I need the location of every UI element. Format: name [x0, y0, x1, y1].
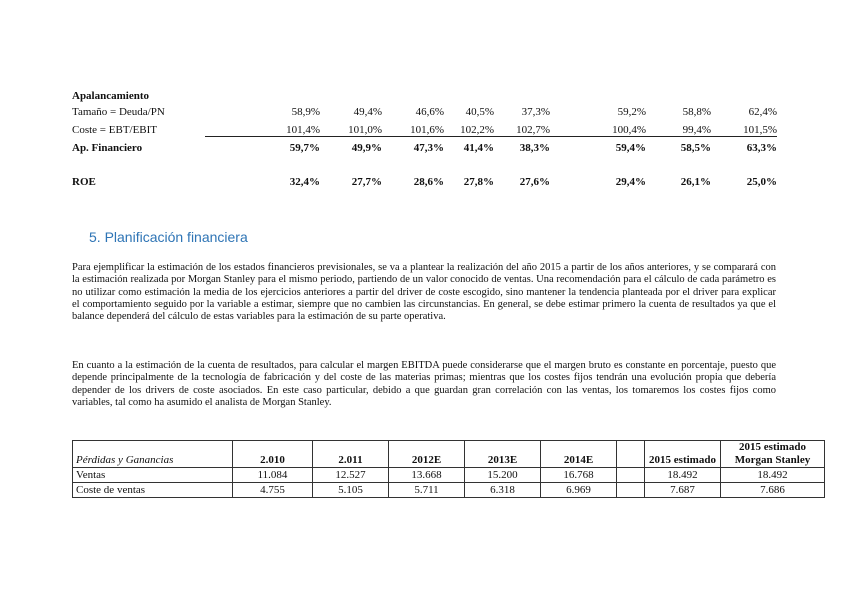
pyg-cell: 7.687	[645, 483, 721, 498]
pyg-header-row	[73, 441, 825, 468]
paragraph-2: En cuanto a la estimación de la cuenta de resultados, para calcular el margen EBITDA puede considerarse que el margen bruto es constante en porcentaje, puesto que depende principalmente de la tecnología de fabricación y del coste de las materias primas; mientras que los costes fijos tendrán una evolución propia que debería depender de los drivers de coste asociados. En este caso particular, debido a que guardan gran correlación con las ventas, los tomaremos los costes fijos como variables, tal como ha asumido el analista de Morgan Stanley.	[72, 360, 776, 408]
leverage-value: 49,4%	[353, 106, 382, 118]
pyg-cell	[617, 483, 645, 498]
leverage-value: 26,1%	[680, 176, 711, 188]
pyg-header-col: 2013E	[465, 441, 541, 468]
leverage-value: 59,2%	[617, 106, 646, 118]
pyg-cell: 15.200	[465, 468, 541, 483]
pyg-header-col: 2014E	[541, 441, 617, 468]
leverage-value: 62,4%	[748, 106, 777, 118]
pyg-row-label: Coste de ventas	[73, 483, 233, 498]
leverage-value: 99,4%	[682, 124, 711, 136]
leverage-value: 102,7%	[516, 124, 550, 136]
leverage-value: 59,7%	[289, 142, 320, 154]
leverage-value: 63,3%	[746, 142, 777, 154]
leverage-value: 27,6%	[519, 176, 550, 188]
pyg-header-col: 2.011	[313, 441, 389, 468]
leverage-value: 58,9%	[291, 106, 320, 118]
pyg-cell: 16.768	[541, 468, 617, 483]
leverage-value: 49,9%	[351, 142, 382, 154]
pyg-cell: 6.969	[541, 483, 617, 498]
leverage-value: 101,5%	[743, 124, 777, 136]
pyg-header-col: 2015 estimado Morgan Stanley	[721, 441, 825, 468]
leverage-title: Apalancamiento	[72, 90, 149, 102]
leverage-value: 28,6%	[413, 176, 444, 188]
leverage-value: 47,3%	[413, 142, 444, 154]
pyg-cell: 5.105	[313, 483, 389, 498]
leverage-value: 101,0%	[348, 124, 382, 136]
pyg-header-spacer	[617, 441, 645, 468]
pyg-cell: 18.492	[645, 468, 721, 483]
leverage-value: 58,8%	[682, 106, 711, 118]
leverage-value: 38,3%	[519, 142, 550, 154]
leverage-value: 101,6%	[410, 124, 444, 136]
leverage-value: 58,5%	[680, 142, 711, 154]
leverage-value: 37,3%	[521, 106, 550, 118]
leverage-value: 40,5%	[465, 106, 494, 118]
pyg-row-label: Ventas	[73, 468, 233, 483]
pyg-cell: 18.492	[721, 468, 825, 483]
leverage-value: 27,8%	[463, 176, 494, 188]
pyg-header-label: Pérdidas y Ganancias	[73, 441, 233, 468]
pyg-cell	[617, 468, 645, 483]
leverage-value: 41,4%	[463, 142, 494, 154]
pyg-cell: 11.084	[233, 468, 313, 483]
pyg-cell: 13.668	[389, 468, 465, 483]
pyg-cell: 6.318	[465, 483, 541, 498]
pyg-cell: 12.527	[313, 468, 389, 483]
pyg-row	[73, 468, 825, 483]
leverage-value: 27,7%	[351, 176, 382, 188]
pyg-header-col: 2015 estimado	[645, 441, 721, 468]
leverage-value: 29,4%	[615, 176, 646, 188]
leverage-row-label: ROE	[72, 176, 96, 188]
paragraph-1: Para ejemplificar la estimación de los estados financieros previsionales, se va a plantear la realización del año 2015 a partir de los años anteriores, y se comparará con la estimación realizada por Morgan Stanley para el mismo periodo, partiendo de un valor conocido de ventas. Una recomendación para el cálculo de cada parámetro es no utilizar como estimación la media de los ejercicios anteriores a partir del driver de coste escogido, sino mantener la tendencia planteada por el driver para explicar el comportamiento seguido por la variable a estimar, siempre que no cambien las circunstancias. En general, se debe estimar primero la cuenta de resultados ya que el balance dependerá del cálculo de estas variables para la estimación de su parte operativa.	[72, 262, 776, 323]
leverage-value: 100,4%	[612, 124, 646, 136]
leverage-value: 101,4%	[286, 124, 320, 136]
leverage-row-label: Ap. Financiero	[72, 142, 143, 154]
pyg-cell: 7.686	[721, 483, 825, 498]
pyg-cell: 5.711	[389, 483, 465, 498]
pyg-header-col: 2012E	[389, 441, 465, 468]
leverage-value: 102,2%	[460, 124, 494, 136]
leverage-row-label: Tamaño = Deuda/PN	[72, 106, 165, 118]
section-heading: 5. Planificación financiera	[89, 229, 248, 245]
leverage-value: 25,0%	[746, 176, 777, 188]
leverage-row-label: Coste = EBT/EBIT	[72, 124, 158, 136]
pyg-header-col: 2.010	[233, 441, 313, 468]
pyg-table	[72, 440, 825, 498]
leverage-rule	[205, 136, 777, 137]
leverage-value: 46,6%	[415, 106, 444, 118]
leverage-value: 32,4%	[289, 176, 320, 188]
leverage-value: 59,4%	[615, 142, 646, 154]
pyg-row	[73, 483, 825, 498]
pyg-cell: 4.755	[233, 483, 313, 498]
